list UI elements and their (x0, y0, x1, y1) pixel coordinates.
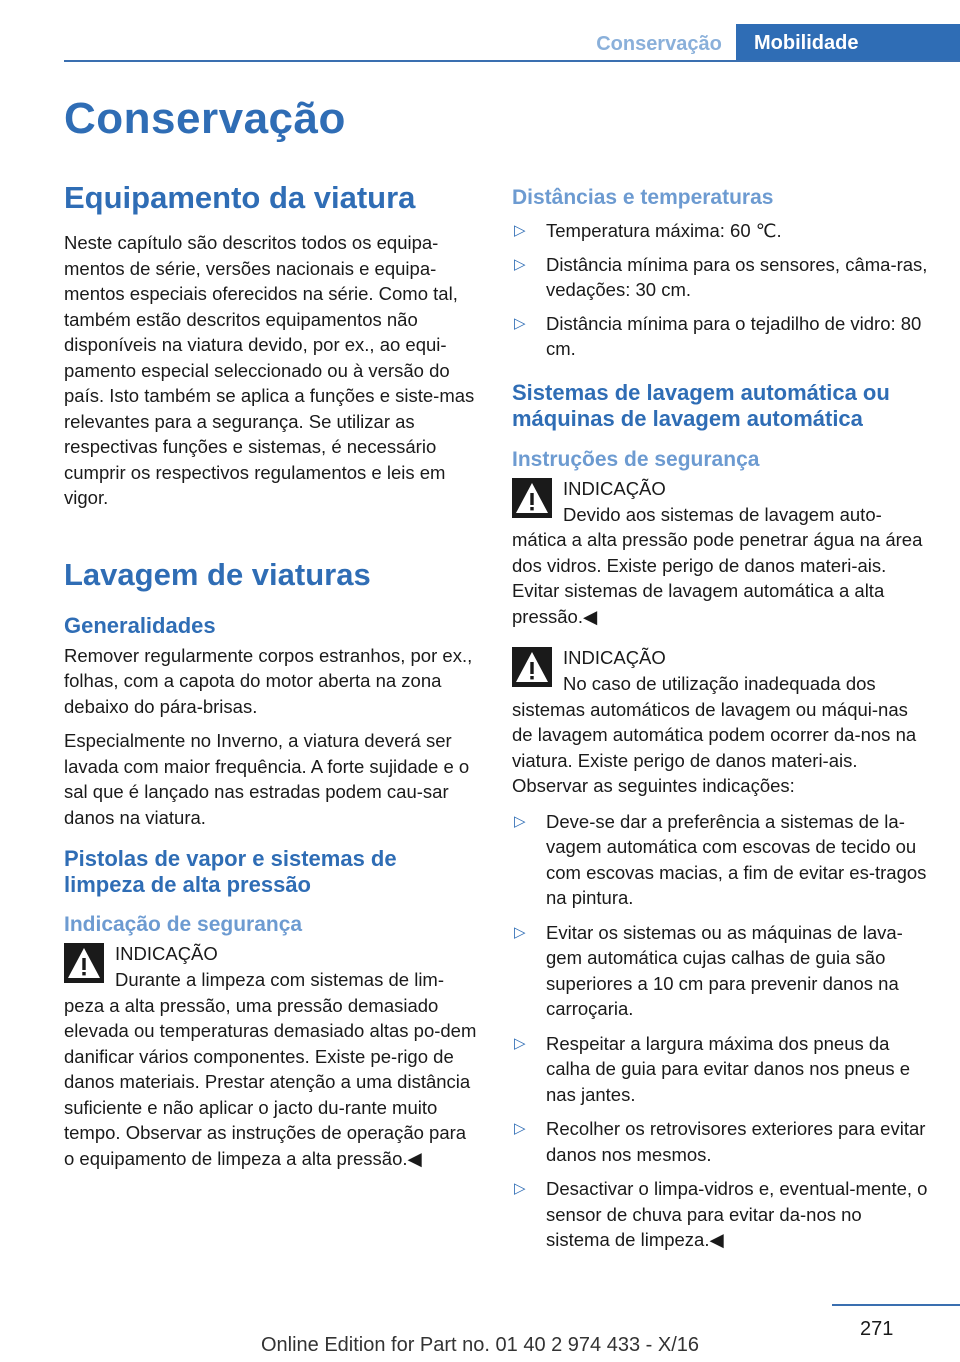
heading-indicacao-seguranca: Indicação de segurança (64, 913, 303, 936)
triangle-bullet-icon: ▷ (514, 1180, 526, 1197)
warning-icon (512, 647, 552, 687)
warning-first-line: Devido aos sistemas de lavagem auto- (563, 503, 882, 525)
recommendations-list (512, 809, 928, 1253)
triangle-bullet-icon: ▷ (514, 1034, 526, 1052)
warning-body: mática a alta pressão pode penetrar água na área dos vidros. Existe perigo de danos materi-ais. Evitar sistemas de lavagem automática a alta pressão.◀ (512, 529, 923, 627)
heading-distancias: Distâncias e temperaturas (512, 186, 774, 209)
warning-label: INDICAÇÃO (563, 477, 666, 499)
footer-edition: Online Edition for Part no. 01 40 2 974 433 - X/16 (260, 1334, 700, 1356)
left-column (64, 178, 480, 1171)
paragraph-generalidades-1: Remover regularmente corpos estranhos, por ex., folhas, com a capota do motor aberta na zona debaixo do pára-brisas. (64, 644, 473, 717)
triangle-bullet-icon: ▷ (514, 812, 526, 830)
triangle-bullet-icon: ▷ (514, 255, 526, 273)
heading-generalidades: Generalidades (64, 612, 216, 638)
footer-rule (832, 1304, 960, 1306)
warning-first-line: Durante a limpeza com sistemas de lim- (115, 969, 444, 990)
list-item: ▷ Distância mínima para o tejadilho de vidro: 80 cm. (514, 312, 922, 359)
warning-icon (512, 478, 552, 518)
paragraph-generalidades-2: Especialmente no Inverno, a viatura deverá ser lavada com maior frequência. A forte sujidade e o sal que é lançado nas estradas podem cau-sar danos na viatura. (64, 730, 470, 828)
right-column (512, 178, 928, 1253)
warning-block-1 (512, 476, 928, 630)
list-item: ▷ Respeitar a largura máxima dos pneus da calha de guia para evitar danos nos pneus e nas jantes. (514, 1032, 911, 1105)
warning-icon (64, 943, 104, 983)
triangle-bullet-icon: ▷ (514, 923, 526, 941)
tab-conservacao[interactable]: Conservação (596, 33, 722, 55)
heading-sistemas-lavagem: Sistemas de lavagem automática ou máquinas de lavagem automática (512, 379, 890, 431)
list-item: ▷ Deve-se dar a preferência a sistemas de la-vagem automática com escovas de tecido ou com escovas macias, a fim de evitar es-tragos na pintura. (514, 810, 927, 908)
warning-label: INDICAÇÃO (563, 647, 666, 668)
warning-first-line: No caso de utilização inadequada dos (563, 673, 876, 694)
warning-label: INDICAÇÃO (115, 943, 218, 964)
heading-pistolas: Pistolas de vapor e sistemas de limpeza de alta pressão (64, 846, 397, 897)
list-item: ▷ Desactivar o limpa-vidros e, eventual-mente, o sensor de chuva para evitar da-nos no sistema de limpeza.◀ (514, 1178, 928, 1250)
distances-list (512, 218, 928, 362)
list-item: ▷ Temperatura máxima: 60 ℃. (512, 218, 928, 244)
warning-block (64, 941, 480, 1171)
heading-lavagem: Lavagem de viaturas (64, 556, 371, 592)
tab-mobilidade[interactable]: Mobilidade (736, 24, 960, 62)
list-item: ▷ Distância mínima para os sensores, câma-ras, vedações: 30 cm. (514, 253, 928, 300)
heading-instrucoes-seguranca: Instruções de segurança (512, 447, 760, 471)
list-item: ▷ Evitar os sistemas ou as máquinas de lava-gem automática cujas calhas de guia são superiores a 10 cm para prevenir danos na carroçaria. (514, 921, 903, 1019)
page-number: 271 (860, 1318, 894, 1340)
warning-block-2 (512, 645, 928, 799)
page-title: Conservação (64, 94, 346, 143)
triangle-bullet-icon: ▷ (514, 222, 526, 239)
warning-body: sistemas automáticos de lavagem ou máqui-nas de lavagem automática podem ocorrer da-nos na viatura. Existe perigo de danos materi-ais. Observar as seguintes indicações: (512, 698, 917, 796)
paragraph-equipamento: Neste capítulo são descritos todos os equipa-mentos de série, versões nacionais e equipa-mentos especiais oferecidos na série. Como tal, também estão descritos equipamentos não disponíveis na viatura devido, por ex., ao equi-pamento especial seleccionado ou à versão do país. Isto também se aplica a funções e siste-mas relevantes para a segurança. Se utilizar as respectivas funções e sistemas, é necessário cumprir os respectivos regulamentos e leis em vigor. (64, 232, 475, 508)
warning-body: peza a alta pressão, uma pressão demasiado elevada ou temperaturas demasiado altas po-dem danificar vários componentes. Existe pe-rigo de danos materiais. Prestar atenção a uma distância suficiente e não aplicar o jacto du-rante muito tempo. Observar as instruções de operação para o equipamento de limpeza a alta pressão.◀ (64, 994, 477, 1169)
triangle-bullet-icon: ▷ (514, 314, 526, 332)
header-rule (64, 60, 960, 62)
list-item: ▷ Recolher os retrovisores exteriores para evitar danos nos mesmos. (514, 1118, 926, 1165)
triangle-bullet-icon: ▷ (514, 1120, 526, 1137)
heading-equipamento: Equipamento da viatura (64, 180, 416, 215)
